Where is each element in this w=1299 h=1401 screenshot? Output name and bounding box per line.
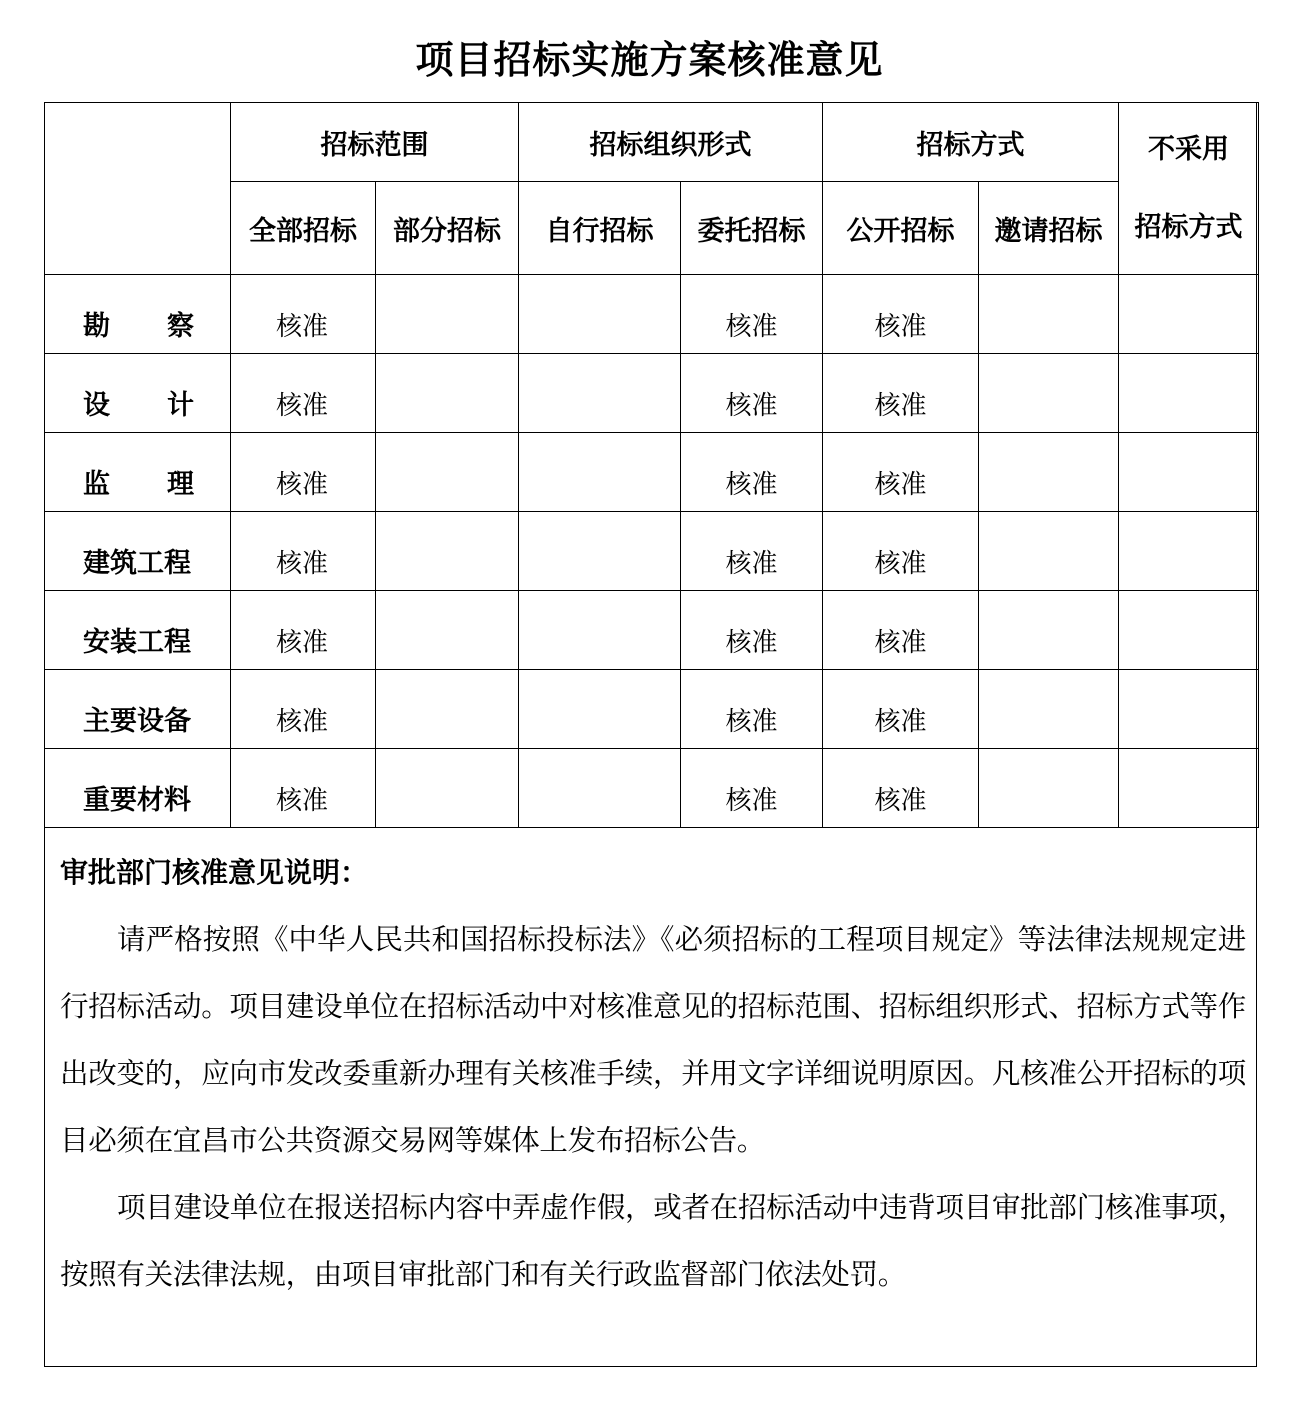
table-cell (979, 670, 1119, 749)
table-cell (519, 670, 681, 749)
table-row (45, 512, 1259, 591)
approval-table (44, 102, 1259, 828)
table-cell: 核准 (823, 433, 979, 512)
not-adopted-line1: 不采用 (1148, 133, 1229, 165)
table-cell: 核准 (231, 512, 376, 591)
group-header-not-adopted (1119, 103, 1259, 275)
column-header: 邀请招标 (979, 182, 1119, 275)
table-cell (376, 670, 519, 749)
table-cell: 核准 (231, 749, 376, 828)
table-cell: 核准 (823, 749, 979, 828)
row-label: 重要材料 (45, 749, 231, 828)
row-label: 监 理 (45, 433, 231, 512)
table-row (45, 354, 1259, 433)
approval-notes (60, 850, 1246, 1308)
table-cell: 核准 (681, 749, 823, 828)
table-cell: 核准 (681, 354, 823, 433)
table-cell: 核准 (681, 670, 823, 749)
table-row (45, 275, 1259, 354)
table-cell (376, 275, 519, 354)
column-header: 公开招标 (823, 182, 979, 275)
table-cell (1119, 670, 1259, 749)
table-cell (1119, 749, 1259, 828)
table-cell: 核准 (231, 354, 376, 433)
table-cell (519, 433, 681, 512)
table-row (45, 749, 1259, 828)
group-header-organization: 招标组织形式 (519, 103, 823, 182)
table-cell (376, 354, 519, 433)
table-cell (1119, 591, 1259, 670)
page-title: 项目招标实施方案核准意见 (415, 38, 884, 82)
table-row (45, 433, 1259, 512)
table-cell (979, 354, 1119, 433)
notes-title: 审批部门核准意见说明： (60, 856, 369, 889)
table-cell: 核准 (681, 512, 823, 591)
table-cell (519, 275, 681, 354)
table-cell: 核准 (681, 433, 823, 512)
group-header-method: 招标方式 (823, 103, 1119, 182)
column-header: 部分招标 (376, 182, 519, 275)
row-label: 安装工程 (45, 591, 231, 670)
table-cell: 核准 (823, 670, 979, 749)
column-header: 委托招标 (681, 182, 823, 275)
group-header-scope: 招标范围 (231, 103, 519, 182)
table-cell (519, 354, 681, 433)
table-cell: 核准 (823, 591, 979, 670)
row-label: 勘 察 (45, 275, 231, 354)
table-cell: 核准 (823, 275, 979, 354)
table-cell (979, 433, 1119, 512)
table-cell: 核准 (823, 512, 979, 591)
table-cell: 核准 (823, 354, 979, 433)
column-header: 自行招标 (519, 182, 681, 275)
corner-cell (45, 103, 231, 275)
column-header: 全部招标 (231, 182, 376, 275)
table-cell (519, 591, 681, 670)
table-cell (519, 512, 681, 591)
table-cell (979, 512, 1119, 591)
table-cell: 核准 (231, 433, 376, 512)
row-label: 建筑工程 (45, 512, 231, 591)
table-cell: 核准 (231, 275, 376, 354)
table-cell (1119, 512, 1259, 591)
notes-paragraph: 请严格按照《中华人民共和国招标投标法》《必须招标的工程项目规定》等法律法规规定进行招标活动。项目建设单位在招标活动中对核准意见的招标范围、招标组织形式、招标方式等作出改变的，应向市发改委重新办理有关核准手续，并用文字详细说明原因。凡核准公开招标的项目必须在宜昌市公共资源交易网等媒体上发布招标公告。 (60, 923, 1246, 1157)
table-cell (376, 591, 519, 670)
not-adopted-line2: 招标方式 (1134, 211, 1243, 243)
row-label: 主要设备 (45, 670, 231, 749)
table-row (45, 670, 1259, 749)
row-label: 设 计 (45, 354, 231, 433)
table-cell: 核准 (681, 591, 823, 670)
table-cell (979, 749, 1119, 828)
table-cell (376, 512, 519, 591)
table-cell (376, 749, 519, 828)
table-cell (1119, 433, 1259, 512)
table-cell (376, 433, 519, 512)
table-cell: 核准 (231, 591, 376, 670)
table-cell (979, 591, 1119, 670)
table-cell: 核准 (681, 275, 823, 354)
table-cell: 核准 (231, 670, 376, 749)
table-row (45, 591, 1259, 670)
table-cell (1119, 354, 1259, 433)
table-cell (1119, 275, 1259, 354)
table-cell (519, 749, 681, 828)
notes-paragraph: 项目建设单位在报送招标内容中弄虚作假，或者在招标活动中违背项目审批部门核准事项，按照有关法律法规，由项目审批部门和有关行政监督部门依法处罚。 (60, 1191, 1246, 1291)
table-cell (979, 275, 1119, 354)
